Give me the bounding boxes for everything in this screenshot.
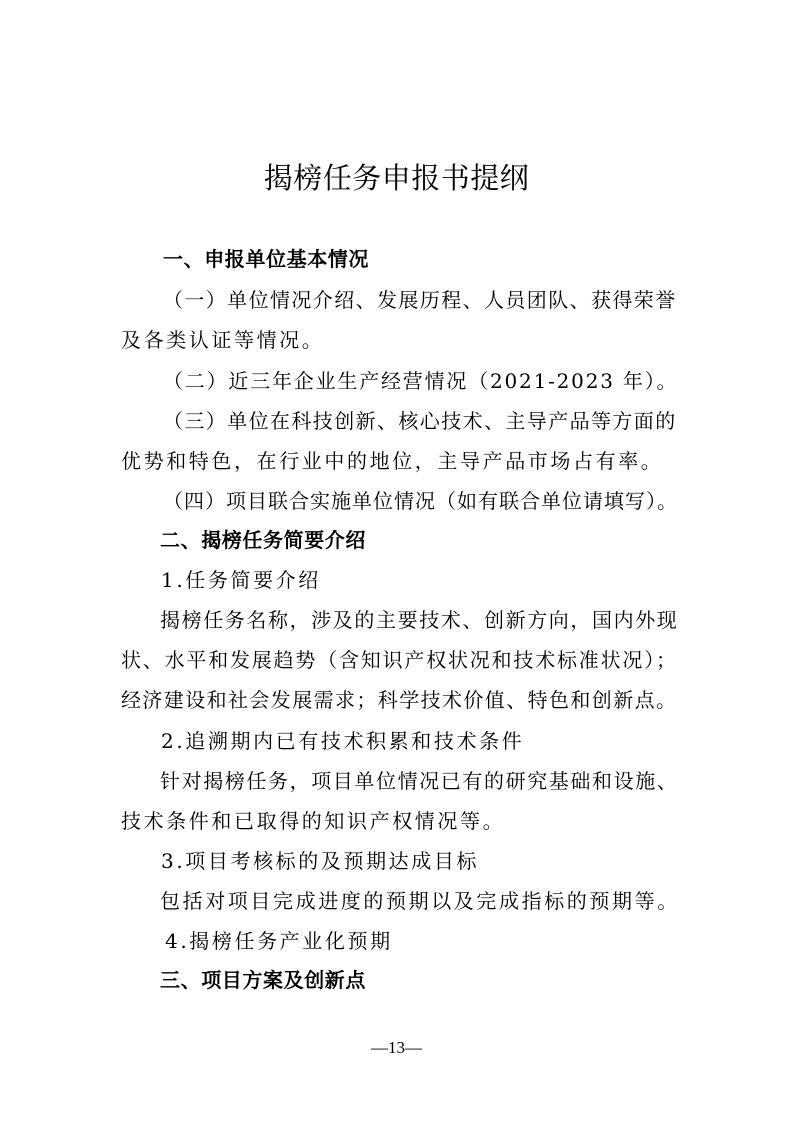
- subsection-title: 4.揭榜任务产业化预期: [165, 929, 393, 953]
- paragraph-line: 技术条件和已取得的知识产权情况等。: [121, 809, 506, 833]
- subsection-title: 3.项目考核标的及预期达成目标: [161, 849, 480, 873]
- paragraph-line: 经济建设和社会发展需求；科学技术价值、特色和创新点。: [121, 688, 678, 712]
- paragraph-line: （一）单位情况介绍、发展历程、人员团队、获得荣誉: [163, 288, 677, 312]
- subsection-title: 2.追溯期内已有技术积累和技术条件: [161, 729, 525, 753]
- subsection-title: 1.任务简要介绍: [161, 568, 321, 592]
- paragraph-line: 针对揭榜任务，项目单位情况已有的研究基础和设施、: [160, 769, 679, 793]
- paragraph-line: （四）项目联合实施单位情况（如有联合单位请填写）。: [163, 489, 678, 513]
- paragraph-line: 揭榜任务名称，涉及的主要技术、创新方向，国内外现: [160, 608, 679, 632]
- page-number: —13—: [371, 1038, 422, 1057]
- section-heading-1: 一、申报单位基本情况: [163, 247, 369, 271]
- section-heading-3: 三、项目方案及创新点: [160, 968, 366, 992]
- document-title: 揭榜任务申报书提纲: [263, 161, 530, 195]
- paragraph-line: （二）近三年企业生产经营情况（2021-2023 年）。: [163, 369, 679, 393]
- paragraph-line: （三）单位在科技创新、核心技术、主导产品等方面的: [163, 409, 677, 433]
- paragraph-line: 优势和特色，在行业中的地位，主导产品市场占有率。: [121, 449, 664, 473]
- paragraph-line: 状、水平和发展趋势（含知识产权状况和技术标准状况）；: [121, 648, 678, 672]
- paragraph-line: 包括对项目完成进度的预期以及完成指标的预期等。: [160, 889, 680, 913]
- section-heading-2: 二、揭榜任务简要介绍: [160, 528, 366, 552]
- paragraph-line: 及各类认证等情况。: [121, 328, 325, 352]
